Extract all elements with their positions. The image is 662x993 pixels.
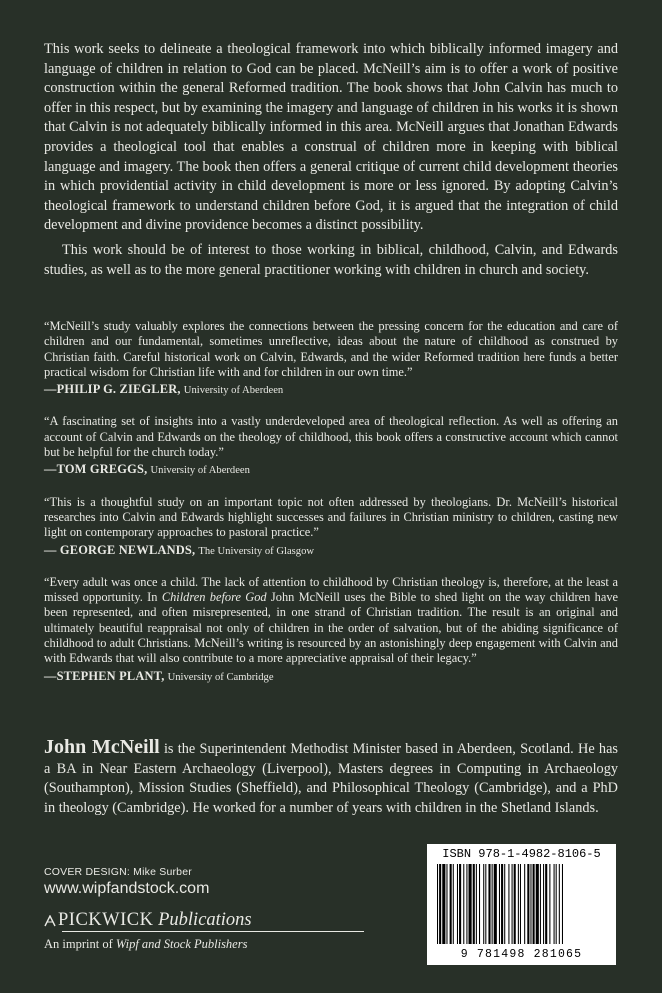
pickwick-logo-icon [44,915,56,927]
barcode-bar [453,864,454,944]
barcode-bar [492,864,493,944]
barcode-digits: 9 781498 281065 [460,948,583,961]
barcode-bar [543,864,544,944]
author-bio-text: is the Superintendent Methodist Minister based in Aberdeen, Scotland. He has a BA in Near Eastern Archaeology (Liverpool), Masters degrees in Computing in Archaeology (Southampton), Mission Studies (Sheffield), and Philosophical Theology (Cambridge), and a PhD in theology (Cambridge). He worked for a number of years with children in the Shetland Islands. [44,741,618,816]
endorsements [44,319,618,701]
barcode-bar [476,864,477,944]
description-paragraph-2: This work should be of interest to those working in biblical, childhood, Calvin, and Edwards studies, as well as to the more general practitioner working with children in church and society. [44,241,618,278]
isbn-number: ISBN 978-1-4982-8106-5 [442,847,601,861]
barcode-bar [457,864,458,944]
barcode-bar [463,864,464,944]
imprint-publisher: Wipf and Stock Publishers [115,937,248,951]
endorser-institution: University of Aberdeen [150,465,250,477]
quote-text-start: “Every adult was once a child. The lack of attention to childhood by Christian theology is, therefore, at the least a missed opportunity. In [44,574,618,605]
barcode-bar [524,864,525,944]
barcode-bar [483,864,484,944]
book-description [44,40,618,280]
barcode-bar [533,864,535,944]
barcode-bar [488,864,490,944]
author-name: John McNeill [44,736,160,758]
endorsement-attribution [44,543,618,559]
barcode-bar [446,864,447,944]
endorser-name: —STEPHEN PLANT, [44,668,165,683]
barcode-bar [518,864,519,944]
publisher-rule [62,931,364,932]
endorser-name: — GEORGE NEWLANDS, [44,542,196,557]
barcode-bar [501,864,503,944]
publisher-website: www.wipfandstock.com [44,880,210,897]
barcode-bar [554,864,555,944]
barcode-bar [469,864,472,944]
barcode-bar [559,864,560,944]
description-paragraph-1: This work seeks to delineate a theological framework into which biblically informed imagery and language of children in relation to God can be placed. McNeill’s aim is to offer a work of positive construction within the general Reformed tradition. The book shows that John Calvin has much to offer in this respect, but by examining the imagery and language of children in his works it is shown that Calvin is not adequately biblically informed in this area. McNeill argues that Jonathan Edwards provides a theological tool that enables a construal of children more in keeping with biblical language and imagery. The book then offers a general critique of current child development theories in which providential activity in child development is more or less ignored. By adopting Calvin’s theological framework to understand children before God, it is argued that the integration of child development and divine providence becomes a distinct possibility. [44,41,618,234]
endorsement-ziegler [44,319,618,398]
endorsement-quote: “This is a thoughtful study on an important topic not often addressed by theologians. Dr. McNeill’s historical researches into Calvin and Edwards highlight successes and failures in Christian ministry to children, casting new light on contemporary approaches to pastoral practice.” [44,494,618,540]
barcode-bar [556,864,557,944]
barcode-bar [512,864,513,944]
endorsement-attribution [44,382,618,398]
endorser-institution: The University of Glasgow [198,545,315,557]
barcode-bar [494,864,497,944]
barcode-bar [527,864,529,944]
barcode-bar [450,864,452,944]
endorsement-quote [44,575,618,667]
endorsement-attribution [44,462,618,478]
barcode-bar [442,864,445,944]
barcode-bar [536,864,539,944]
publisher-info [44,866,364,952]
endorsement-quote: “McNeill’s study valuably explores the connections between the pressing concern for the education and care of children and our fundamental, sometimes unreflective, ideas about the nature of childhood as construed by Christian faith. Careful historical work on Calvin, Edwards, and the wider Reformed tradition here funds a better practical wisdom for Christian life with and for children in our own time.” [44,319,618,379]
publisher-logo [44,910,364,931]
imprint-prefix: An imprint of [44,937,116,951]
barcode-bar [545,864,547,944]
author-bio [44,738,618,818]
endorsement-newlands [44,495,618,559]
barcode-bar [439,864,441,944]
endorser-institution: University of Aberdeen [183,385,284,397]
isbn-barcode [427,844,616,965]
endorsement-quote: “A fascinating set of insights into a vastly underdeveloped area of theological reflection. As well as offering an account of Calvin and Edwards on the theology of childhood, this book offers a constructive account which cannot but be helpful for the church today.” [44,414,618,460]
barcode-bar [466,864,467,944]
endorsement-greggs [44,414,618,478]
barcode-bar [514,864,516,944]
barcode-bar [562,864,563,944]
endorsement-attribution [44,669,618,685]
quote-text-end: John McNeill uses the Bible to shed light on the way children have been represented, and often misrepresented, in one strand of Christian tradition. The result is an original and ultimately beautiful reappraisal not only of children in the order of salvation, but of the abiding significance of childhood to adult Christians. McNeill’s writing is resourced by an astonishingly deep engagement with Calvin and with Edwards that will also contribute to a more appreciative appraisal of their legacy.” [44,590,619,666]
barcode-bars [433,864,610,948]
endorser-name: —TOM GREGGS, [44,462,148,477]
endorsement-plant [44,575,618,685]
publisher-name-italic: Publications [158,910,252,930]
barcode-bar [473,864,475,944]
cover-design-credit: COVER DESIGN: Mike Surber [44,866,192,878]
barcode-bar [437,864,438,944]
imprint-line [44,937,364,952]
barcode-bar [508,864,509,944]
barcode-bar [485,864,486,944]
endorser-name: —PHILIP G. ZIEGLER, [44,382,181,397]
book-title-italic: Children before God [161,590,267,605]
barcode-bar [520,864,521,944]
endorser-institution: University of Cambridge [167,671,274,683]
barcode-bar [549,864,550,944]
publisher-name: PICKWICK [58,910,154,930]
barcode-bar [479,864,480,944]
barcode-bar [504,864,505,944]
barcode-bar [459,864,461,944]
barcode-bar [540,864,541,944]
barcode-bar [530,864,531,944]
barcode-bar [499,864,500,944]
